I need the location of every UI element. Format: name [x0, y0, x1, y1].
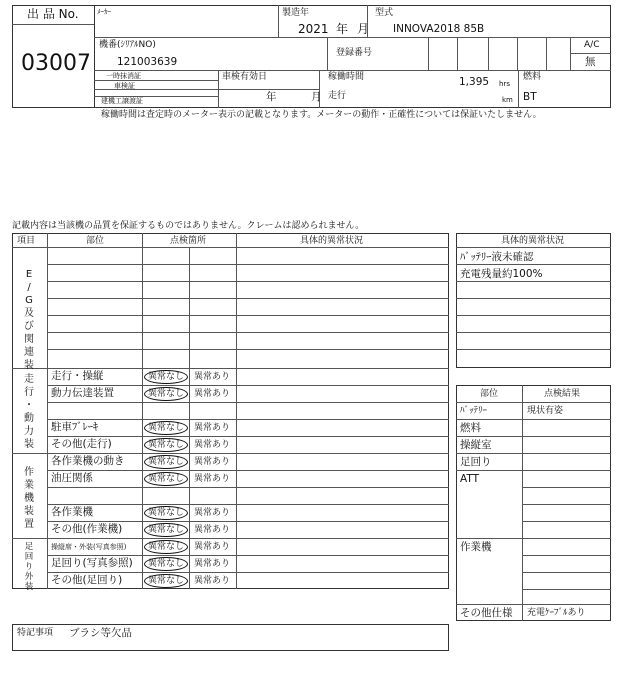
- ok-row-5[interactable]: 異常なし: [148, 457, 185, 467]
- col-header-check: 点検箇所: [170, 236, 207, 246]
- part-row-10: 足回り(写真参照): [51, 557, 133, 569]
- col-header-detail: 具体的異常状況: [300, 236, 364, 246]
- notes-label: 特記事項: [17, 628, 54, 638]
- lot-number: 03007: [21, 51, 91, 76]
- inspection-month-unit: 月: [311, 91, 322, 103]
- ng-row-3[interactable]: 異常あり: [194, 423, 231, 433]
- ac-value: 無: [585, 56, 596, 68]
- reg-label: 登録番号: [336, 48, 373, 58]
- ng-row-9[interactable]: 異常あり: [194, 542, 231, 552]
- ac-label: A/C: [584, 40, 600, 50]
- part-row-9: 操縦席・外装(写真参照): [51, 543, 127, 551]
- year-unit: 年: [336, 22, 349, 36]
- ok-row-2[interactable]: 異常なし: [148, 389, 185, 399]
- ng-row-7[interactable]: 異常あり: [194, 508, 231, 518]
- part-row-2: 動力伝達装置: [51, 387, 114, 399]
- cert-temp-delete: 一時抹消証: [106, 72, 141, 80]
- hours-label: 稼働時間: [328, 72, 365, 82]
- ok-row-8[interactable]: 異常なし: [148, 525, 185, 535]
- result-value-7: 充電ｹｰﾌﾞﾙあり: [527, 608, 586, 618]
- result-part-3: 操縦室: [460, 439, 492, 451]
- model-label: 型式: [375, 8, 394, 18]
- disclaimer: 記載内容は当該機の品質を保証するものではありません。クレームは認められません。: [12, 221, 365, 231]
- ng-row-1[interactable]: 異常あり: [194, 372, 231, 382]
- fuel-label: 燃料: [523, 72, 542, 82]
- result-part-2: 燃料: [460, 422, 481, 434]
- part-row-6: 油圧関係: [51, 472, 93, 484]
- ok-row-10[interactable]: 異常なし: [148, 559, 185, 569]
- result-part-1: ﾊﾞｯﾃﾘｰ: [460, 406, 488, 416]
- right-detail-line-1: ﾊﾞｯﾃﾘｰ液未確認: [460, 251, 534, 263]
- result-header-result: 点検結果: [544, 389, 581, 399]
- cert-vehicle: 車検証: [114, 82, 135, 90]
- result-part-4: 足回り: [460, 456, 492, 468]
- cert-transfer: 建機工譲渡証: [101, 97, 143, 105]
- result-value-1: 現状有姿: [527, 406, 564, 416]
- inspection-year-unit: 年: [266, 91, 277, 103]
- part-row-5: 各作業機の動き: [51, 455, 125, 467]
- lot-label: 出 品 No.: [27, 7, 79, 21]
- fuel-value: BT: [523, 91, 537, 103]
- ng-row-10[interactable]: 異常あり: [194, 559, 231, 569]
- col-header-item: 項目: [17, 236, 36, 246]
- part-row-4: その他(走行): [51, 438, 112, 450]
- part-row-7: 各作業機: [51, 506, 93, 518]
- ng-row-2[interactable]: 異常あり: [194, 389, 231, 399]
- inspection-label: 車検有効日: [222, 72, 268, 82]
- section-eg-title: E / G 及 び 関 連 装: [24, 269, 34, 371]
- result-part-5: ATT: [460, 473, 480, 485]
- part-row-11: その他(足回り): [51, 574, 123, 586]
- ok-row-6[interactable]: 異常なし: [148, 474, 185, 484]
- meter-note: 稼働時間は査定時のメーター表示の記載となります。メーターの動作・正確性については保証いたしません。: [101, 110, 542, 120]
- maker-label: ﾒｰｶｰ: [97, 8, 111, 16]
- travel-label: 走行: [328, 91, 347, 101]
- ok-row-1[interactable]: 異常なし: [148, 372, 185, 382]
- notes-value: ブラシ等欠品: [69, 627, 132, 639]
- part-row-3: 駐車ﾌﾞﾚｰｷ: [51, 421, 99, 433]
- part-row-8: その他(作業機): [51, 523, 123, 535]
- serial-label: 機番(ｼﾘｱﾙNO): [99, 40, 156, 50]
- part-row-1: 走行・操縦: [51, 370, 104, 382]
- ok-row-11[interactable]: 異常なし: [148, 576, 185, 586]
- ok-row-9[interactable]: 異常なし: [148, 542, 185, 552]
- ng-row-4[interactable]: 異常あり: [194, 440, 231, 450]
- col-header-part: 部位: [86, 236, 105, 246]
- ng-row-8[interactable]: 異常あり: [194, 525, 231, 535]
- ng-row-6[interactable]: 異常あり: [194, 474, 231, 484]
- serial-value: 121003639: [117, 56, 178, 68]
- ok-row-4[interactable]: 異常なし: [148, 440, 185, 450]
- right-detail-line-2: 充電残量約100%: [460, 268, 543, 280]
- month-unit: 月: [357, 22, 370, 36]
- hours-value: 1,395: [459, 76, 490, 88]
- result-part-7: その他仕様: [460, 607, 513, 619]
- ng-row-11[interactable]: 異常あり: [194, 576, 231, 586]
- hours-unit: hrs: [499, 80, 510, 88]
- ok-row-3[interactable]: 異常なし: [148, 423, 185, 433]
- ng-row-5[interactable]: 異常あり: [194, 457, 231, 467]
- result-part-6: 作業機: [460, 541, 492, 553]
- section-drive-title: 走 行 ・ 動 力 装: [24, 374, 34, 450]
- section-undercarriage-title: 足 回 り 外 装: [24, 542, 34, 592]
- result-header-part: 部位: [480, 389, 499, 399]
- ok-row-7[interactable]: 異常なし: [148, 508, 185, 518]
- section-work-title: 作 業 機 装 置: [24, 467, 34, 530]
- km-unit: km: [502, 96, 513, 104]
- year-label: 製造年: [282, 8, 310, 18]
- year-value: 2021: [298, 22, 329, 36]
- model-value: INNOVA2018 85B: [393, 23, 485, 35]
- right-detail-header: 具体的異常状況: [501, 236, 565, 246]
